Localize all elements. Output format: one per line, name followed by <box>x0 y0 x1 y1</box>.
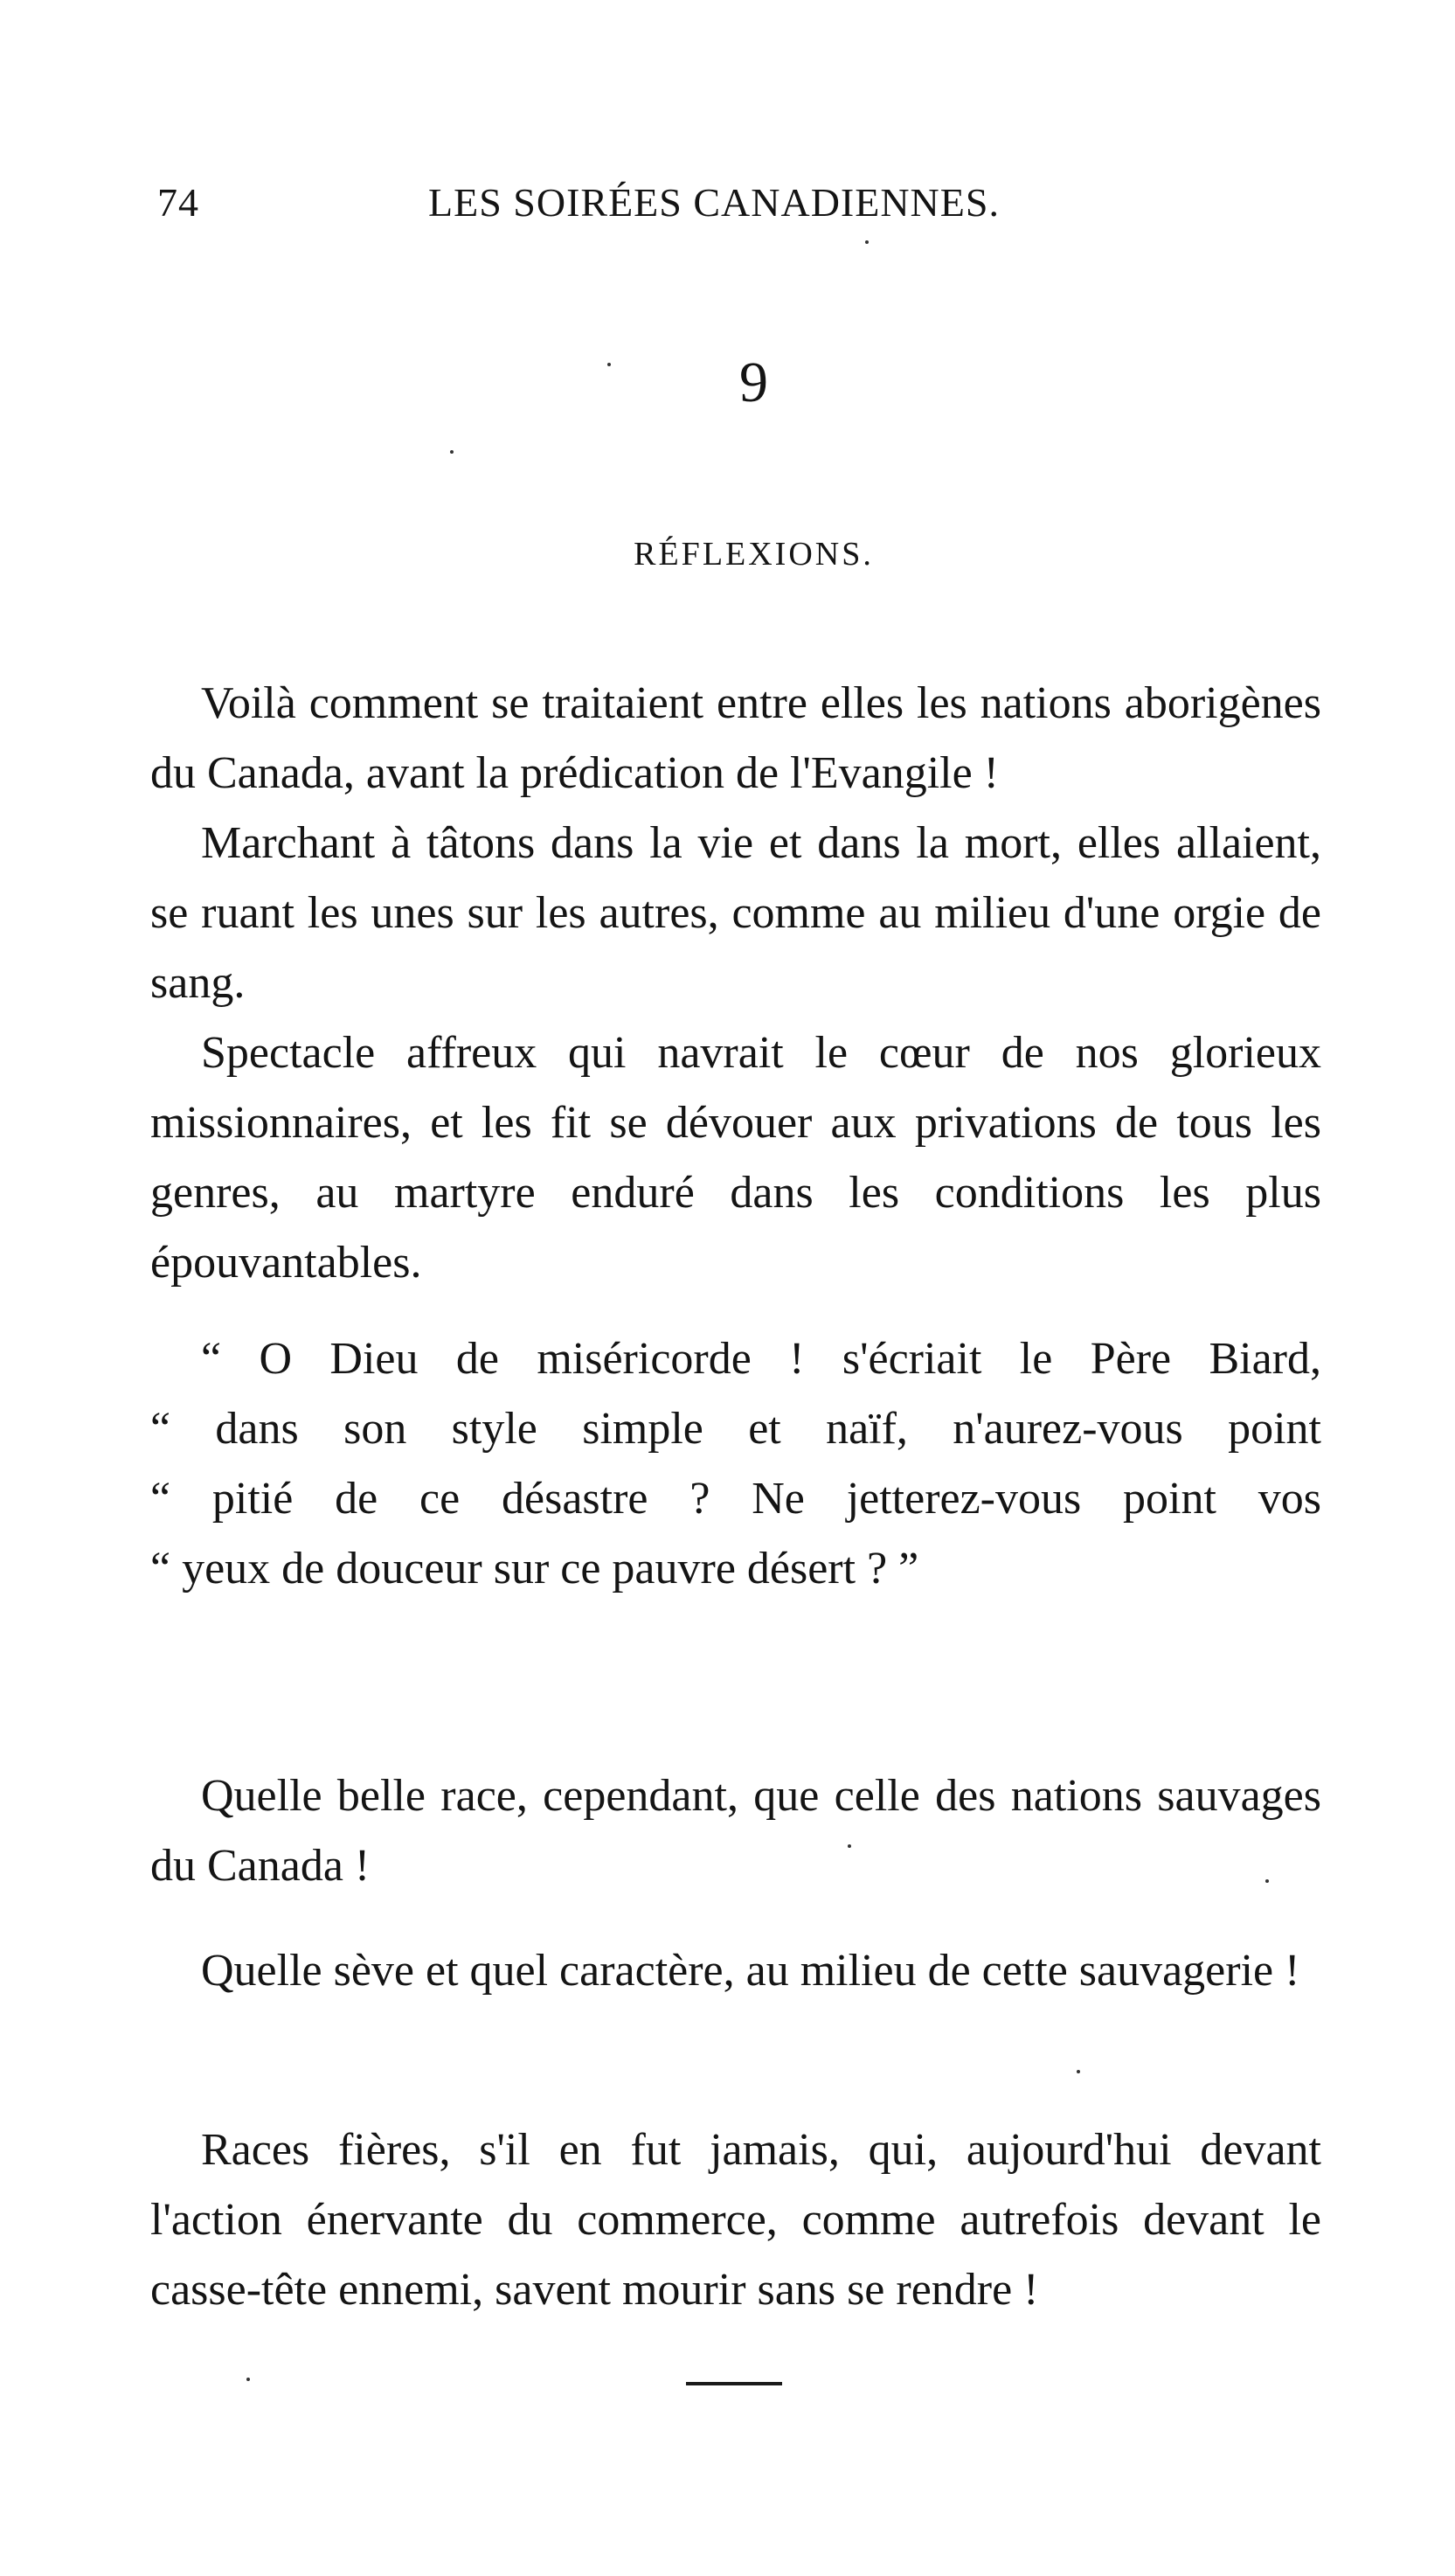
quote-line: “ yeux de douceur sur ce pauvre désert ? ” <box>150 1544 919 1594</box>
print-speck <box>246 2378 250 2381</box>
paragraph: Quelle belle race, cependant, que celle des nations sauvages du Canada ! <box>150 1771 1321 1891</box>
print-speck <box>1077 2070 1080 2073</box>
closing-paragraph-1 <box>150 1761 1321 1901</box>
quote-line: “ pitié de ce désastre ? Ne jetterez-vous point vos <box>150 1474 1321 1524</box>
paragraph: Quelle sève et quel caractère, au milieu de cette sauvagerie ! <box>201 1946 1300 1996</box>
running-title: LES SOIRÉES CANADIENNES. <box>428 180 1000 225</box>
final-paragraph <box>150 2115 1321 2325</box>
print-speck <box>865 240 869 244</box>
end-rule <box>686 2382 782 2385</box>
print-speck <box>848 1844 851 1848</box>
paragraph: Marchant à tâtons dans la vie et dans la mort, elles allaient, se ruant les unes sur les autres, comme au milieu d'une orgie de sang. <box>150 818 1321 1008</box>
quote-line: “ O Dieu de miséricorde ! s'écriait le Père Biard, <box>201 1334 1321 1384</box>
section-number: 9 <box>739 351 768 414</box>
print-speck <box>607 363 611 366</box>
print-speck <box>450 450 454 454</box>
page-number: 74 <box>157 180 199 225</box>
paragraph: Voilà comment se traitaient entre elles les nations aborigènes du Canada, avant la prédication de l'Evangile ! <box>150 678 1321 798</box>
paragraph: Spectacle affreux qui navrait le cœur de nos glorieux missionnaires, et les fit se dévouer aux privations de tous les genres, au martyre enduré dans les conditions les plus épouvantables. <box>150 1028 1321 1288</box>
quote-line: “ dans son style simple et naïf, n'aurez-vous point <box>150 1404 1321 1454</box>
closing-paragraph-2 <box>150 1936 1321 2006</box>
quotation <box>150 1324 1321 1604</box>
running-head <box>157 179 1324 232</box>
body-text <box>150 669 1321 1604</box>
paragraph: Races fières, s'il en fut jamais, qui, aujourd'hui devant l'action énervante du commerce, comme autrefois devant le casse-tête ennemi, savent mourir sans se rendre ! <box>150 2125 1321 2315</box>
print-speck <box>1265 1879 1269 1883</box>
section-title: RÉFLEXIONS. <box>634 536 874 573</box>
